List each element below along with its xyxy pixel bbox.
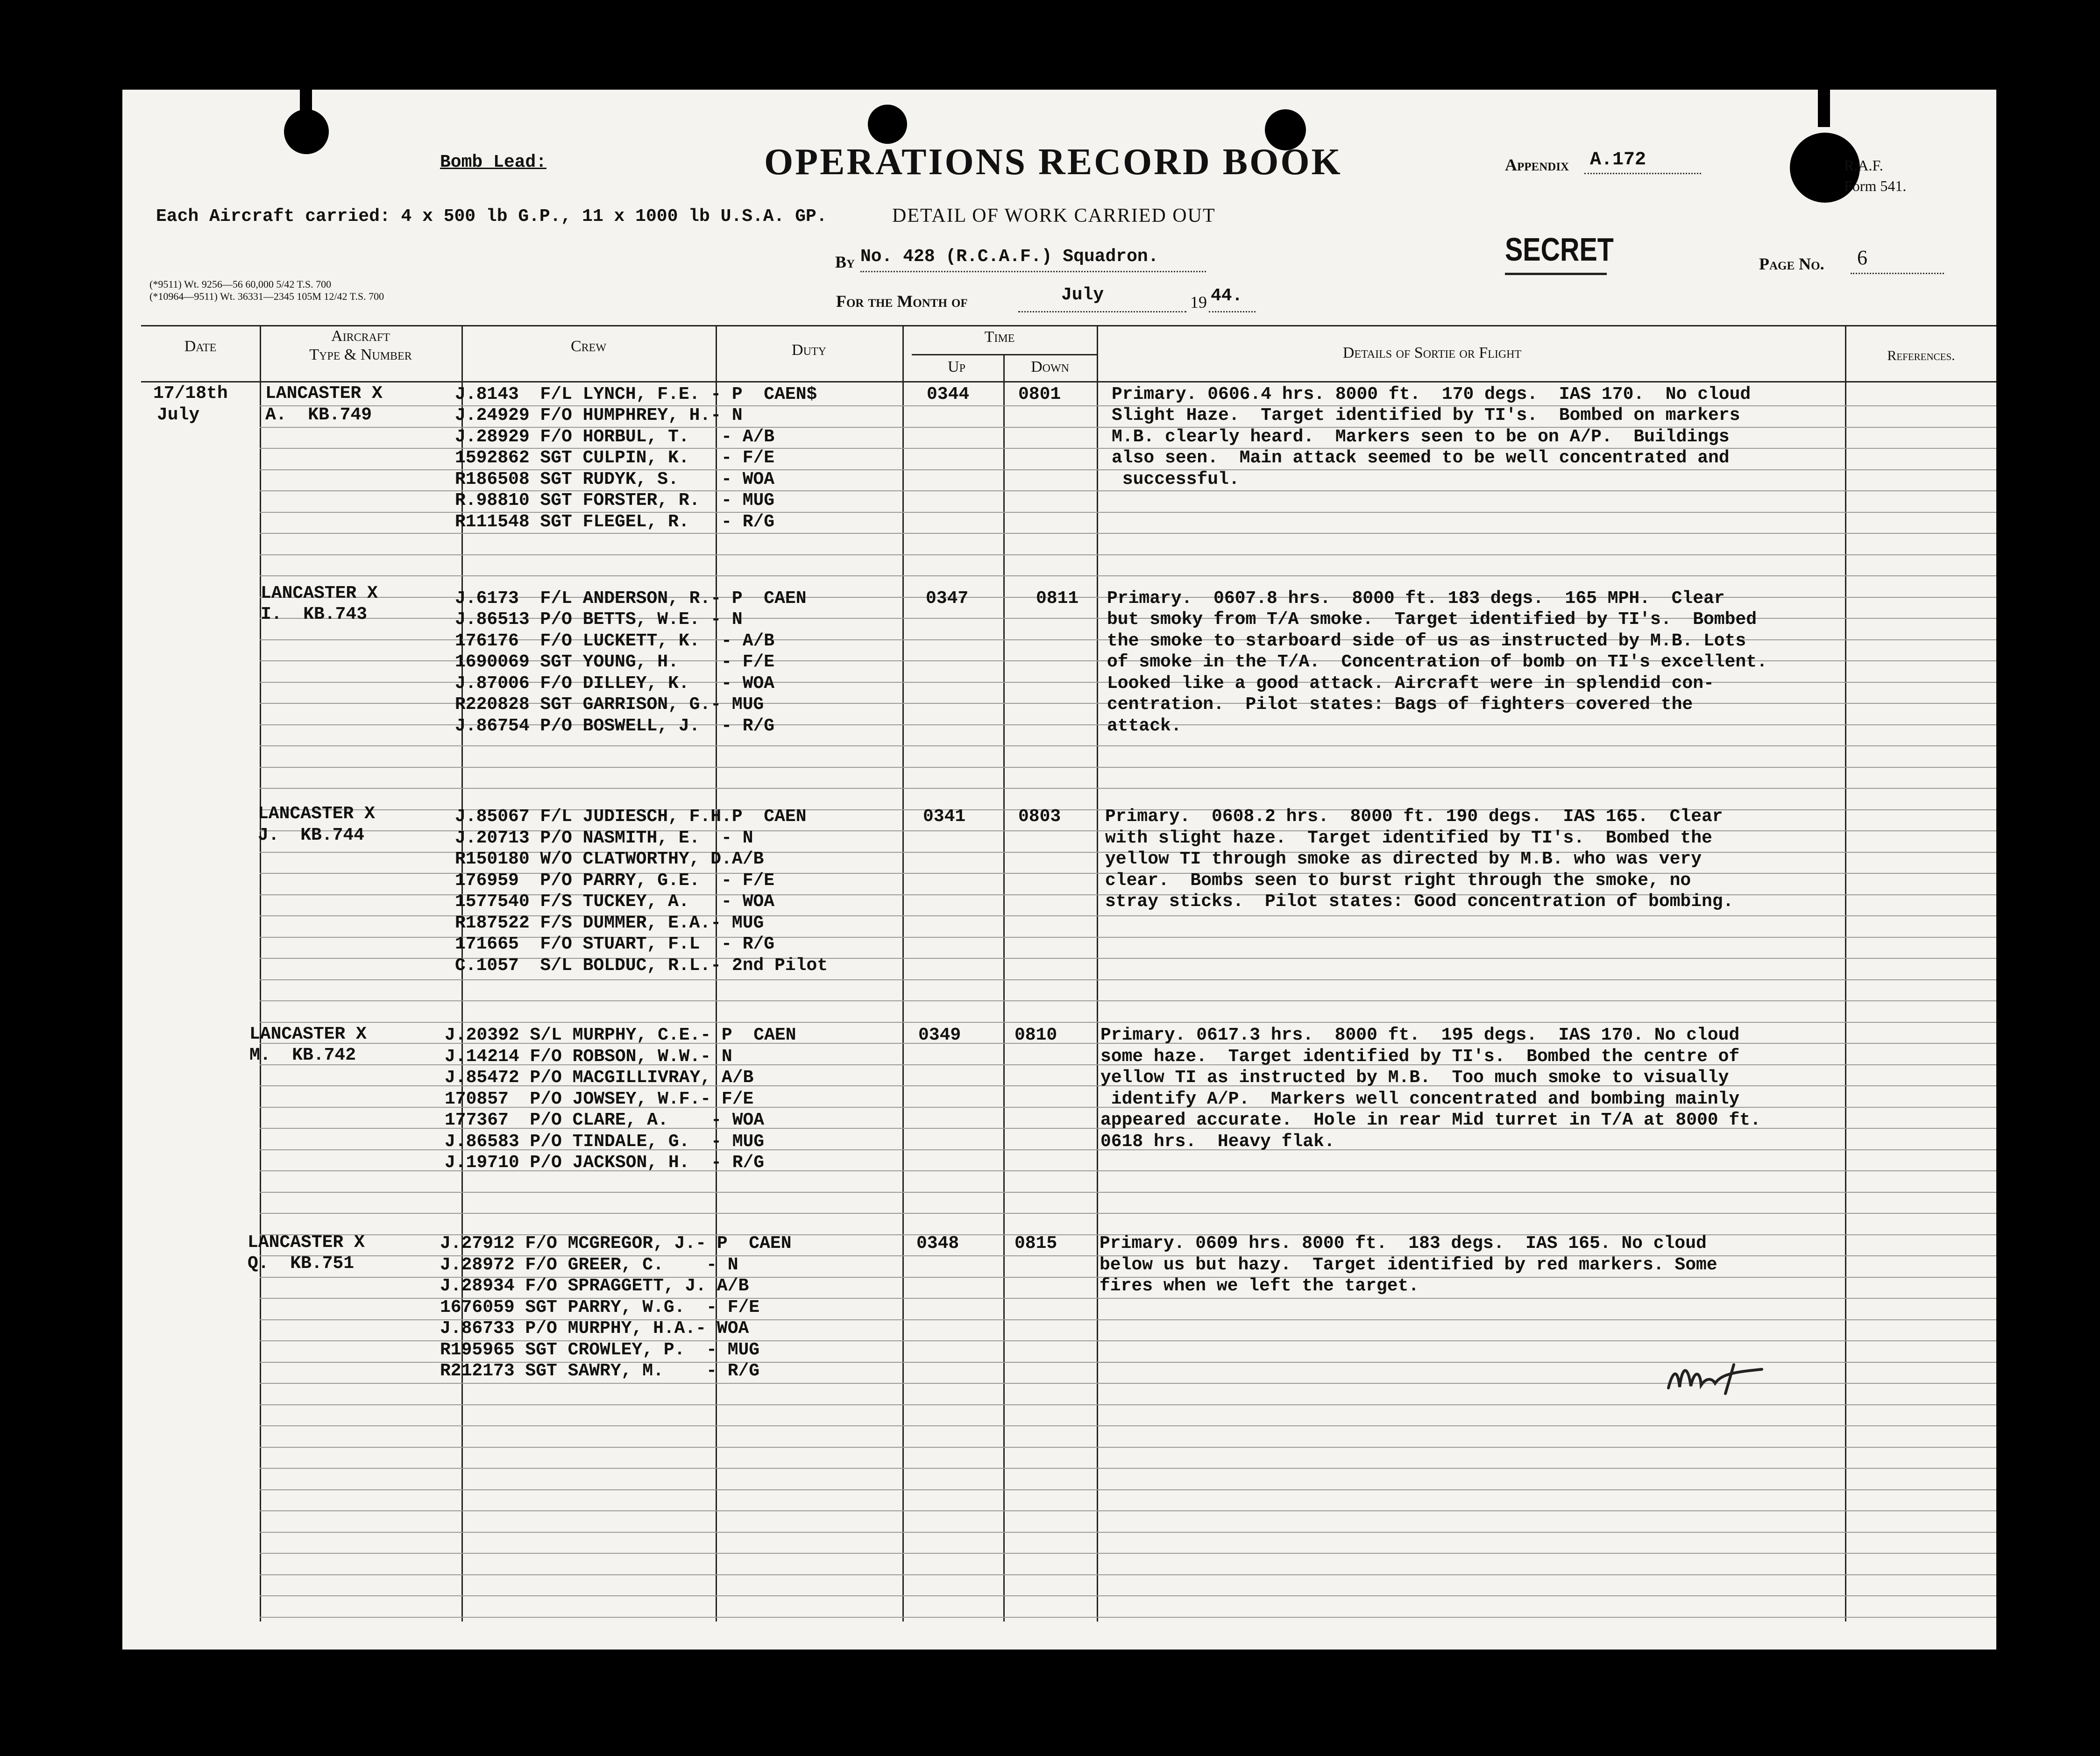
ruled-line xyxy=(260,1000,1996,1001)
crew-member: 177367 P/O CLARE, A. - WOA xyxy=(445,1110,765,1130)
page-no-value: 6 xyxy=(1857,246,1867,269)
crew-member: J.8143 F/L LYNCH, F.E. - P CAEN$ xyxy=(455,384,817,404)
time-down: 0810 xyxy=(1015,1025,1057,1045)
crew-member: J.14214 F/O ROBSON, W.W.- N xyxy=(445,1047,732,1067)
sortie-details-line: but smoky from T/A smoke. Target identified by TI's. Bombed xyxy=(1107,609,1757,630)
by-value: No. 428 (R.C.A.F.) Squadron. xyxy=(860,247,1159,267)
aircraft-number: M. KB.742 xyxy=(249,1045,356,1065)
print-line-2: (*10964—9511) Wt. 36331—2345 105M 12/42 T.S. 700 xyxy=(149,290,384,302)
crew-member: R220828 SGT GARRISON, G.- MUG xyxy=(455,694,764,715)
sortie-details-line: below us but hazy. Target identified by red markers. Some xyxy=(1100,1255,1717,1275)
crew-member: J.6173 F/L ANDERSON, R.- P CAEN xyxy=(455,588,807,609)
crew-member: C.1057 S/L BOLDUC, R.L.- 2nd Pilot xyxy=(455,956,828,976)
bomb-load-text: Each Aircraft carried: 4 x 500 lb G.P., 11 x 1000 lb U.S.A. GP. xyxy=(156,206,827,227)
col-divider xyxy=(1003,354,1005,1621)
crew-member: J.20713 P/O NASMITH, E. - N xyxy=(455,828,753,848)
col-header-details: Details of Sortie or Flight xyxy=(1342,344,1522,361)
ruled-line xyxy=(260,1468,1996,1469)
sortie-details-line: Primary. 0608.2 hrs. 8000 ft. 190 degs. IAS 165. Clear xyxy=(1105,807,1723,827)
secret-stamp: SECRET xyxy=(1505,231,1614,268)
page-no-label: Page No. xyxy=(1759,255,1824,273)
col-header-crew: Crew xyxy=(571,338,606,355)
print-line-1: (*9511) Wt. 9256—56 60,000 5/42 T.S. 700 xyxy=(149,278,332,290)
year-dotted-line xyxy=(1209,311,1256,312)
ruled-line xyxy=(260,533,1996,534)
year-prefix: 19 xyxy=(1190,293,1207,312)
col-header-time: Time xyxy=(984,328,1015,346)
crew-member: J.86754 P/O BOSWELL, J. - R/G xyxy=(455,716,775,736)
date-line-1: 17/18th xyxy=(153,383,228,404)
ruled-line xyxy=(260,1510,1996,1511)
year-value: 44. xyxy=(1211,286,1243,306)
crew-member: R111548 SGT FLEGEL, R. - R/G xyxy=(455,512,775,532)
bomb-load-label: Bomb Lead: xyxy=(440,152,547,172)
aircraft-type: LANCASTER X xyxy=(265,383,383,404)
crew-member: 1577540 F/S TUCKEY, A. - WOA xyxy=(455,892,775,912)
time-up: 0349 xyxy=(918,1025,961,1045)
month-dotted-line xyxy=(1018,311,1186,312)
sortie-details-line: Primary. 0607.8 hrs. 8000 ft. 183 degs. 165 MPH. Clear xyxy=(1107,588,1725,609)
crew-member: J.28929 F/O HORBUL, T. - A/B xyxy=(455,427,775,447)
aircraft-number: Q. KB.751 xyxy=(248,1253,355,1274)
ruled-line xyxy=(260,1447,1996,1448)
col-header-date: Date xyxy=(184,338,217,355)
ruled-line xyxy=(260,1213,1996,1214)
sortie-details-line: Primary. 0617.3 hrs. 8000 ft. 195 degs. IAS 170. No cloud xyxy=(1100,1025,1740,1045)
crew-member: R186508 SGT RUDYK, S. - WOA xyxy=(455,469,775,489)
sortie-details-line: with slight haze. Target identified by TI's. Bombed the xyxy=(1105,828,1712,848)
crew-member: R212173 SGT SAWRY, M. - R/G xyxy=(440,1361,760,1381)
sortie-details-line: centration. Pilot states: Bags of fighters covered the xyxy=(1107,694,1693,715)
sortie-details-line: appeared accurate. Hole in rear Mid turret in T/A at 8000 ft. xyxy=(1100,1110,1761,1130)
ruled-line xyxy=(260,1595,1996,1596)
sortie-details-line: identify A/P. Markers well concentrated and bombing mainly xyxy=(1100,1089,1740,1109)
ruled-line xyxy=(260,767,1996,768)
ruled-line xyxy=(260,745,1996,746)
punch-hole xyxy=(284,109,329,154)
crew-member: J.24929 F/O HUMPHREY, H.- N xyxy=(455,405,743,425)
ruled-line xyxy=(260,1404,1996,1405)
ruled-line xyxy=(260,1574,1996,1575)
sortie-details-line: attack. xyxy=(1107,716,1182,736)
col-header-duty: Duty xyxy=(792,341,826,359)
by-dotted-line xyxy=(860,271,1206,272)
signature-initials xyxy=(1664,1351,1767,1402)
col-header-down: Down xyxy=(1031,358,1069,375)
crew-member: 1690069 SGT YOUNG, H. - F/E xyxy=(455,652,775,672)
sortie-details-line: also seen. Main attack seemed to be well concentrated and xyxy=(1112,448,1730,468)
crew-member: 176959 P/O PARRY, G.E. - F/E xyxy=(455,871,775,891)
month-value: July xyxy=(1061,285,1104,305)
appendix-dotted-line xyxy=(1584,173,1701,174)
sortie-details-line: 0618 hrs. Heavy flak. xyxy=(1100,1132,1335,1152)
aircraft-type: LANCASTER X xyxy=(261,583,378,603)
sortie-details-line: the smoke to starboard side of us as instructed by M.B. Lots xyxy=(1107,631,1746,651)
by-label: By xyxy=(835,253,855,271)
aircraft-number: J. KB.744 xyxy=(258,825,365,845)
ruled-line xyxy=(260,1532,1996,1533)
time-up: 0344 xyxy=(927,384,970,404)
aircraft-type: LANCASTER X xyxy=(258,804,375,824)
crew-member: J.19710 P/O JACKSON, H. - R/G xyxy=(445,1153,765,1173)
record-sheet xyxy=(122,90,1996,1650)
crew-member: J.27912 F/O MCGREGOR, J.- P CAEN xyxy=(440,1233,792,1253)
crew-member: J.86513 P/O BETTS, W.E. - N xyxy=(455,609,743,630)
time-up: 0348 xyxy=(916,1233,959,1253)
time-down: 0815 xyxy=(1015,1233,1057,1253)
page-subtitle: DETAIL OF WORK CARRIED OUT xyxy=(892,205,1216,227)
sortie-details-line: successful. xyxy=(1112,469,1240,489)
sortie-details-line: of smoke in the T/A. Concentration of bomb on TI's excellent. xyxy=(1107,652,1767,672)
time-up: 0341 xyxy=(923,807,966,827)
crew-member: J.86583 P/O TINDALE, G. - MUG xyxy=(445,1132,765,1152)
sortie-details-line: M.B. clearly heard. Markers seen to be on A/P. Buildings xyxy=(1112,427,1730,447)
page-no-dotted-line xyxy=(1851,273,1944,274)
sortie-details-line: clear. Bombs seen to burst right through the smoke, no xyxy=(1105,871,1691,891)
crew-member: J.20392 S/L MURPHY, C.E.- P CAEN xyxy=(445,1025,796,1045)
aircraft-number: I. KB.743 xyxy=(261,604,368,624)
aircraft-type: LANCASTER X xyxy=(249,1024,367,1044)
crew-member: R187522 F/S DUMMER, E.A.- MUG xyxy=(455,913,764,933)
col-header-references: References. xyxy=(1887,348,1955,363)
page-title: OPERATIONS RECORD BOOK xyxy=(764,142,1342,183)
ruled-line xyxy=(260,1489,1996,1490)
crew-member: R195965 SGT CROWLEY, P. - MUG xyxy=(440,1340,760,1360)
appendix-value: A.172 xyxy=(1590,149,1646,170)
ruled-line xyxy=(260,554,1996,555)
crew-member: 1676059 SGT PARRY, W.G. - F/E xyxy=(440,1297,760,1317)
aircraft-number: A. KB.749 xyxy=(265,405,372,425)
crew-member: J.87006 F/O DILLEY, K. - WOA xyxy=(455,673,775,694)
sortie-details-line: Looked like a good attack. Aircraft were in splendid con- xyxy=(1107,673,1714,694)
ruled-line xyxy=(260,1553,1996,1554)
ruled-line xyxy=(260,788,1996,789)
aircraft-type: LANCASTER X xyxy=(248,1232,365,1253)
ruled-line xyxy=(260,1192,1996,1193)
month-label: For the Month of xyxy=(836,292,968,311)
crew-member: 171665 F/O STUART, F.L - R/G xyxy=(455,934,775,954)
ruled-line xyxy=(260,1617,1996,1618)
sortie-details-line: stray sticks. Pilot states: Good concentration of bombing. xyxy=(1105,892,1734,912)
time-up: 0347 xyxy=(926,588,969,609)
date-line-2: July xyxy=(157,405,200,425)
time-down: 0811 xyxy=(1036,588,1079,609)
table-header-bottom-border xyxy=(141,381,1996,382)
table-top-border xyxy=(141,325,1996,326)
punch-hole xyxy=(868,105,907,144)
crew-member: J.28934 F/O SPRAGGETT, J. A/B xyxy=(440,1276,749,1296)
sortie-details-line: yellow TI as instructed by M.B. Too much smoke to visually xyxy=(1100,1068,1729,1088)
col-divider xyxy=(1097,325,1098,1621)
crew-member: R.98810 SGT FORSTER, R. - MUG xyxy=(455,490,775,510)
crew-member: J.86733 P/O MURPHY, H.A.- WOA xyxy=(440,1318,749,1338)
secret-underline xyxy=(1505,273,1607,275)
sortie-details-line: yellow TI through smoke as directed by M.B. who was very xyxy=(1105,849,1702,869)
appendix-label: Appendix xyxy=(1505,156,1569,174)
crew-member: J.85472 P/O MACGILLIVRAY, A/B xyxy=(445,1068,754,1088)
sortie-details-line: fires when we left the target. xyxy=(1100,1276,1419,1296)
crew-member: J.28972 F/O GREER, C. - N xyxy=(440,1255,738,1275)
time-down: 0803 xyxy=(1018,807,1061,827)
crew-member: R150180 W/O CLATWORTHY, D.A/B xyxy=(455,849,764,869)
crew-member: 1592862 SGT CULPIN, K. - F/E xyxy=(455,448,775,468)
col-divider xyxy=(902,325,904,1621)
form-number: Form 541. xyxy=(1844,177,1907,194)
ruled-line xyxy=(260,1022,1996,1023)
form-label: R.A.F. xyxy=(1844,157,1883,174)
sortie-details-line: Primary. 0609 hrs. 8000 ft. 183 degs. IAS 165. No cloud xyxy=(1100,1233,1707,1253)
ruled-line xyxy=(260,1425,1996,1426)
sortie-details-line: Primary. 0606.4 hrs. 8000 ft. 170 degs. IAS 170. No cloud xyxy=(1112,384,1751,404)
ruled-line xyxy=(260,979,1996,980)
col-divider xyxy=(260,325,261,1621)
crew-member: 176176 F/O LUCKETT, K. - A/B xyxy=(455,631,775,651)
sortie-details-line: some haze. Target identified by TI's. Bombed the centre of xyxy=(1100,1047,1740,1067)
col-header-up: Up xyxy=(948,358,965,375)
punch-hole-stem xyxy=(1818,90,1830,127)
col-divider xyxy=(1845,325,1846,1621)
ruled-line xyxy=(260,575,1996,576)
time-down: 0801 xyxy=(1018,384,1061,404)
col-header-aircraft: Aircraft Type & Number xyxy=(309,327,412,363)
sortie-details-line: Slight Haze. Target identified by TI's. Bombed on markers xyxy=(1112,405,1740,425)
crew-member: 170857 P/O JOWSEY, W.F.- F/E xyxy=(445,1089,754,1109)
crew-member: J.85067 F/L JUDIESCH, F.H.P CAEN xyxy=(455,807,807,827)
